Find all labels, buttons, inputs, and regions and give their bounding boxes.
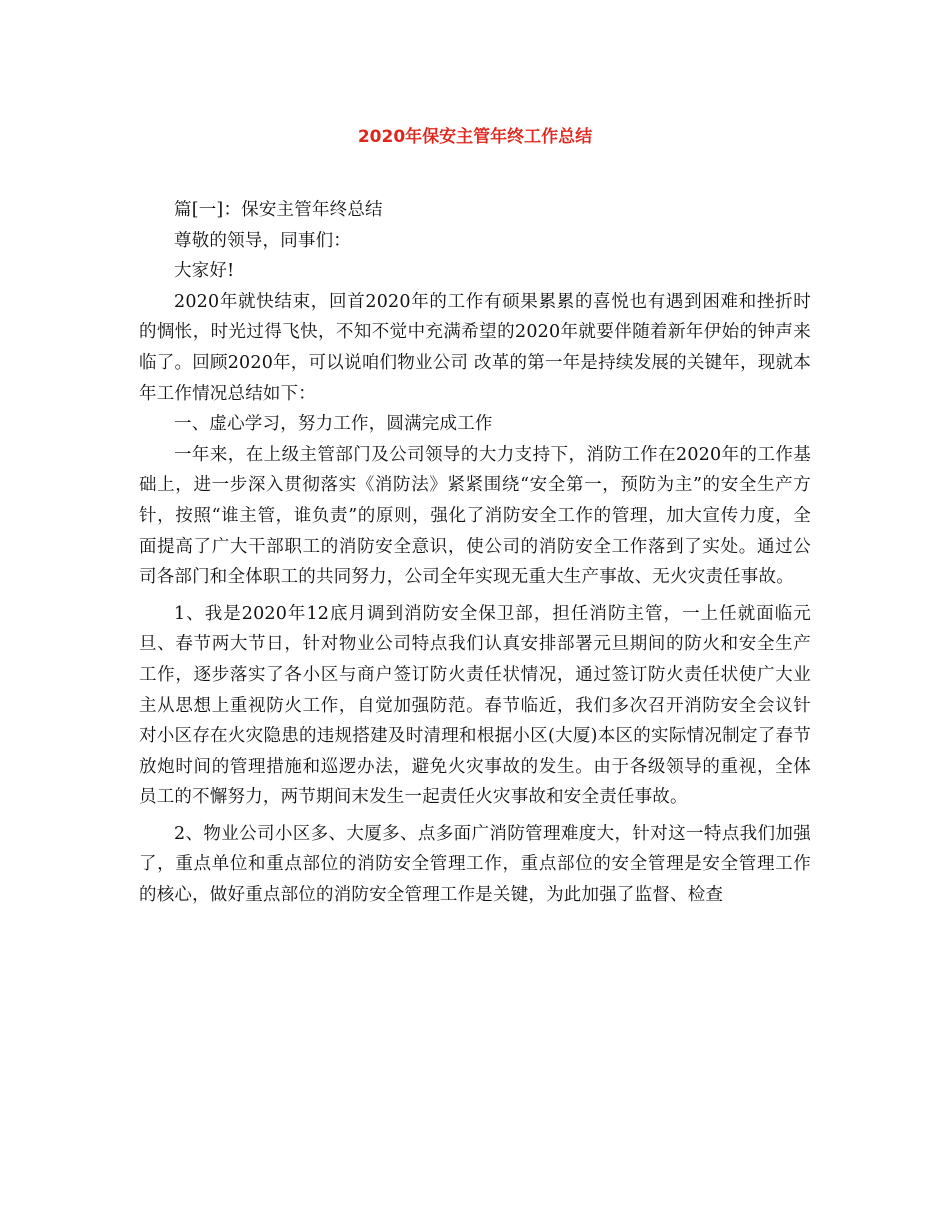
document-title: 2020年保安主管年终工作总结: [357, 127, 593, 147]
paragraph-intro: 2020年就快结束，回首2020年的工作有硕果累累的喜悦也有遇到困难和挫折时的惆怅，时光过得飞快，不知不觉中充满希望的2020年就要伴随着新年伊始的钟声来临了。回顾2020年，可以说咱们物业公司 改革的第一年是持续发展的关键年，现就本年工作情况总结如下：: [139, 291, 811, 404]
paragraph-item-two: 2、物业公司小区多、大厦多、点多面广消防管理难度大，针对这一特点我们加强了，重点单位和重点部位的消防安全管理工作，重点部位的安全管理是安全管理工作的核心，做好重点部位的消防安全管理工作是关键，为此加强了监督、检查: [139, 823, 811, 906]
paragraph-section-heading: 篇[一]：保安主管年终总结: [174, 200, 383, 220]
paragraph-salutation: 尊敬的领导，同事们：: [174, 230, 351, 251]
paragraph-heading-one: 一、虚心学习，努力工作，圆满完成工作: [174, 414, 493, 435]
document-body: [139, 195, 811, 911]
paragraph-greeting: 大家好!: [174, 261, 235, 282]
paragraph-item-one: 1、我是2020年12底月调到消防安全保卫部，担任消防主管，一上任就面临元旦、春节两大节日，针对物业公司特点我们认真安排部署元旦期间的防火和安全生产工作，逐步落实了各小区与商户签订防火责任状情况，通过签订防火责任状使广大业主从思想上重视防火工作，自觉加强防范。春节临近，我们多次召开消防安全会议针对小区存在火灾隐患的违规搭建及时清理和根据小区(大厦)本区的实际情况制定了春节放炮时间的管理措施和巡逻办法，避免火灾事故的发生。由于各级领导的重视，全体员工的不懈努力，两节期间末发生一起责任火灾事故和安全责任事故。: [139, 603, 811, 808]
paragraph-fire-safety-overview: 一年来，在上级主管部门及公司领导的大力支持下，消防工作在2020年的工作基础上，进一步深入贯彻落实《消防法》紧紧围绕“安全第一，预防为主”的安全生产方针，按照“谁主管，谁负责”的原则，强化了消防安全工作的管理，加大宣传力度，全面提高了广大干部职工的消防安全意识，使公司的消防安全工作落到了实处。通过公司各部门和全体职工的共同努力，公司全年实现无重大生产事故、无火灾责任事故。: [139, 444, 811, 588]
